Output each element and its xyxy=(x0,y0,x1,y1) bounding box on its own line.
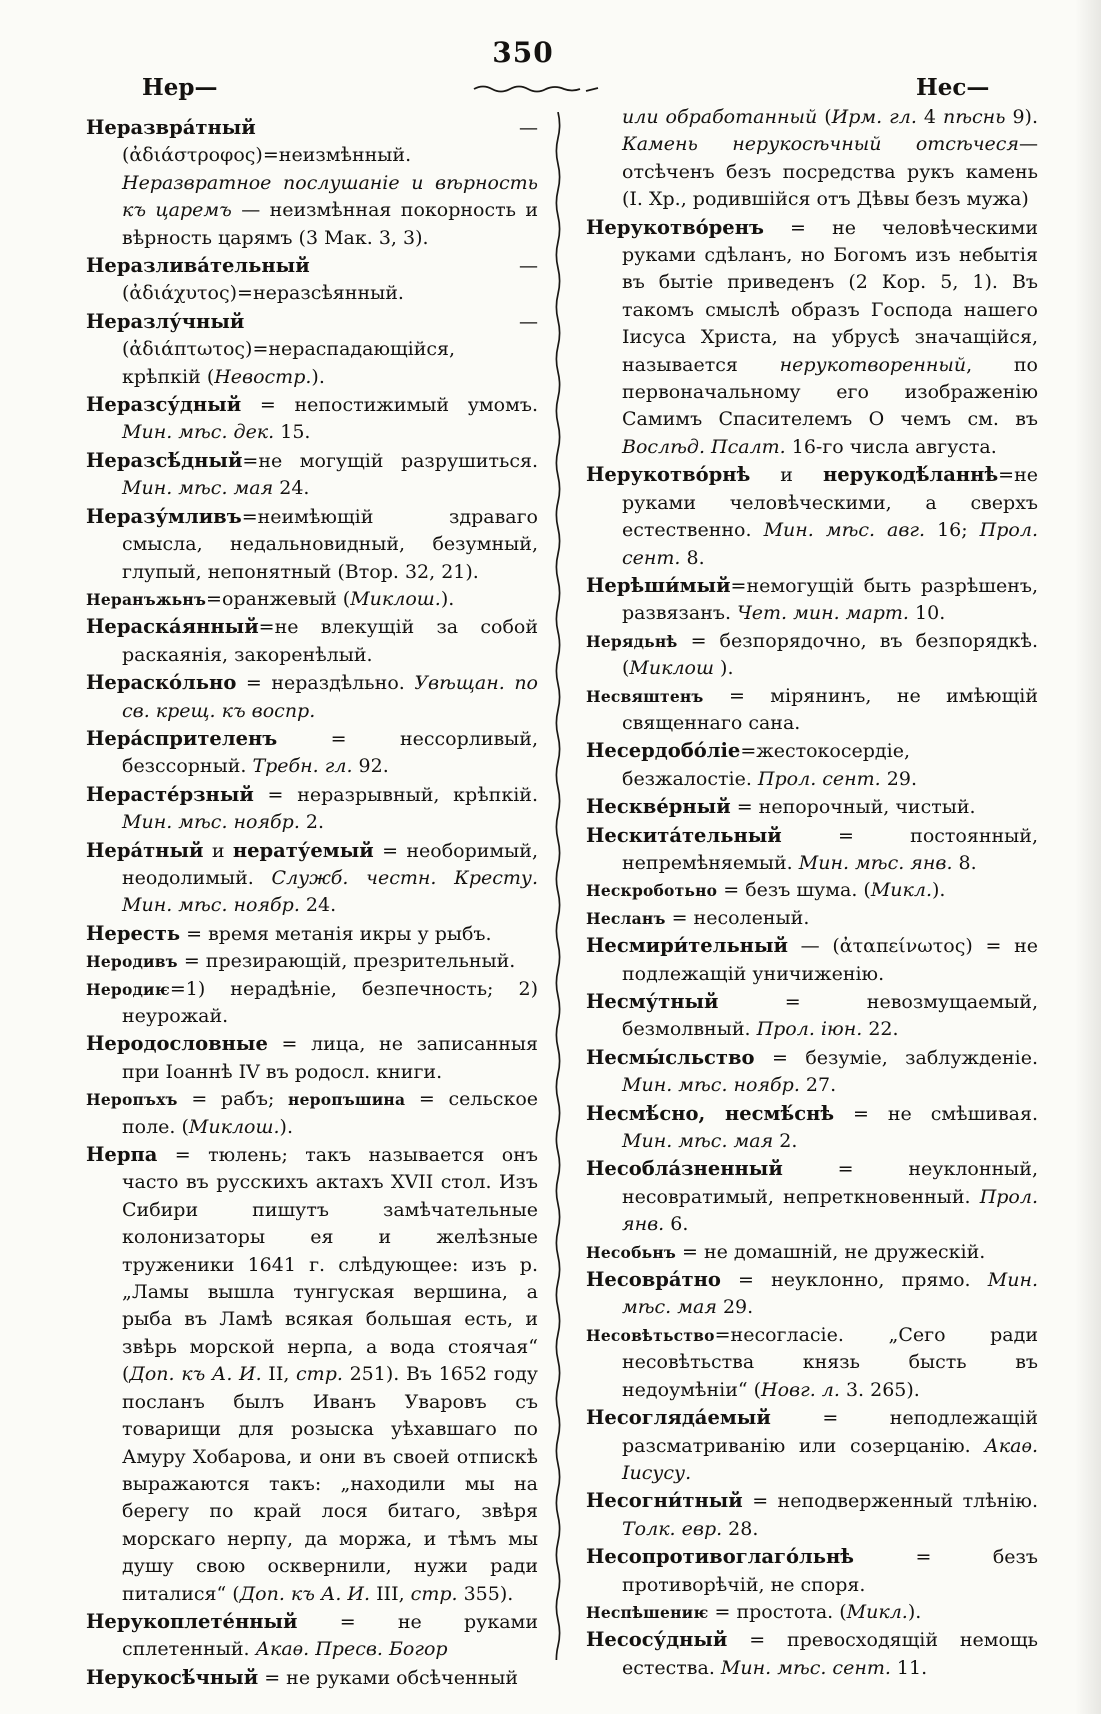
definition-text: 28. xyxy=(722,1517,759,1540)
definition-text: — xyxy=(787,935,833,958)
definition-text: 29. xyxy=(880,767,917,790)
citation: Увѣщан. по св. крещ. къ воспр. xyxy=(122,672,538,722)
definition-text: 16-го числа августа. xyxy=(785,435,997,458)
citation: Прол. сент. xyxy=(757,767,881,790)
dictionary-entry xyxy=(586,1100,1038,1156)
headword: Неродивъ xyxy=(86,952,178,972)
definition-text: = не человѣческими руками сдѣланъ, но Богомъ изъ небытія въ бытіе приведенъ (2 Кор. 5, 1). Въ такомъ смыслѣ образъ Господа нашего Іисуса Христа, на убрусѣ значащійся, называется xyxy=(622,216,1038,376)
dictionary-entry xyxy=(586,822,1038,878)
definition-text: =не влекущій за собой раскаянія, закоренѣлый. xyxy=(122,616,538,666)
definition-text: 6. xyxy=(664,1213,689,1236)
dictionary-entry xyxy=(586,1599,1038,1626)
definition-text: 24. xyxy=(299,894,337,917)
citation: Новг. л. xyxy=(761,1378,840,1401)
dictionary-entry xyxy=(586,932,1038,988)
page-number-underline xyxy=(472,80,612,96)
definition-text: ). xyxy=(714,657,734,680)
headword: Несосу́дный xyxy=(586,1628,728,1652)
headword: Неразсѣ́дный xyxy=(86,448,243,472)
headword: Несвяштенъ xyxy=(586,686,704,706)
citation: Неразвратное послушаніе и вѣрность къ царемъ xyxy=(122,171,538,222)
headword: Нераско́льно xyxy=(86,671,237,695)
headword: Несопротивоглаго́льнѣ xyxy=(586,1545,854,1569)
definition-text: 9). xyxy=(1005,106,1039,128)
headword: Нерукотво́ренъ xyxy=(586,215,764,239)
definition-text: = не смѣшивая. xyxy=(834,1102,1038,1125)
citation: Прол. іюн. xyxy=(756,1018,863,1041)
definition-text: = безуміе, заблужденіе. xyxy=(754,1046,1038,1069)
headword: Нерпа xyxy=(86,1143,158,1167)
running-head-left: Нер— xyxy=(142,74,218,101)
citation: Мин. мѣс. янв. xyxy=(798,851,953,874)
citation: Чет. мин. март. xyxy=(737,602,909,625)
greek-gloss: (ἀδιάστροφος) xyxy=(122,144,263,167)
citation: Микл. xyxy=(870,879,933,902)
headword: Нескве́рный xyxy=(586,795,731,819)
definition-text: 2. xyxy=(773,1130,798,1153)
dictionary-entry xyxy=(86,1086,538,1141)
dictionary-entry xyxy=(86,1608,538,1664)
definition-text: =жестокосердіе, безжалостіе. xyxy=(622,740,910,790)
definition-text: = несоленый. xyxy=(665,906,810,929)
definition-text: = нераздѣльно. xyxy=(236,672,415,695)
headword: Нерядьнѣ xyxy=(586,631,678,651)
headword: Нерукосѣ́чный xyxy=(86,1665,259,1689)
left-column xyxy=(86,114,538,1692)
dictionary-entry xyxy=(86,920,538,948)
definition-text: 16; xyxy=(925,519,980,542)
definition-text: ). xyxy=(311,365,325,388)
definition-text: 29. xyxy=(716,1296,754,1319)
definition-text: 251). Въ 1652 году посланъ былъ Иванъ Уваровъ съ товарищи для розыска уѣхавшаго по Амуру Хобарова, и они въ своей отпискѣ выражаются такъ: „находили мы на берегу по край лося битаго, звѣря морскаго нерпу, да моржа, и тѣмъ мы душу свою осквернили, нужи ради питалися“ ( xyxy=(122,1363,538,1605)
definition-text: = неразрывный, крѣпкій. xyxy=(253,783,538,806)
dictionary-entry xyxy=(86,948,538,975)
definition-text: 2. xyxy=(299,811,325,834)
definition-text: = тюлень; такъ называется онъ часто въ русскихъ актахъ XVII стол. Изъ Сибири пишутъ замѣчательные колонизаторы ея и желѣзные труженики 1641 г. слѣдующее: изъ р. „Ламы вышла тунгуская вершина, а рыба въ Ламѣ всякая большая есть, и звѣрь морской нерпа, а вода стоячая“ ( xyxy=(122,1144,538,1386)
column-divider xyxy=(550,112,572,1660)
headword: Несобла́зненный xyxy=(586,1157,783,1181)
definition-text: 8. xyxy=(680,546,705,569)
dictionary-entry xyxy=(86,669,538,725)
definition-text: = не руками сплетенный. xyxy=(122,1610,538,1661)
definition-text: =не руками человѣческими, а сверхъ естественно. xyxy=(622,464,1038,542)
citation: Ирм. гл. xyxy=(831,106,917,128)
definition-text: — xyxy=(255,117,538,139)
dictionary-entry xyxy=(86,1030,538,1086)
citation: Акаѳ. Пресв. Богор xyxy=(255,1638,448,1661)
citation: Мин. мѣс. ноябр. xyxy=(122,811,300,834)
greek-gloss: (ἀδιάπτωτος) xyxy=(122,338,253,361)
headword: Несмы́сльство xyxy=(586,1045,755,1069)
definition-text: , по первоначальному его изображенію Самимъ Спасителемъ О чемъ см. въ xyxy=(622,353,1038,431)
definition-text: 27. xyxy=(799,1074,837,1097)
headword: Неродословные xyxy=(86,1032,268,1056)
dictionary-entry xyxy=(586,1266,1038,1322)
definition-text: = неуклонно, прямо. xyxy=(720,1269,988,1292)
definition-text: — xyxy=(309,255,538,278)
definition-text: = невозмущаемый, безмолвный. xyxy=(622,991,1038,1041)
dictionary-entry xyxy=(586,572,1038,628)
headword: Неспѣшениѥ xyxy=(586,1602,709,1622)
headword: нерату́емый xyxy=(232,838,374,862)
dictionary-entry xyxy=(586,988,1038,1044)
citation: Мин. мѣс. мая xyxy=(622,1130,774,1153)
definition-text: ). xyxy=(279,1115,293,1138)
definition-text: 3. 265). xyxy=(839,1378,920,1401)
citation: Мин. мѣс. мая xyxy=(122,477,274,500)
citation: Служб. честн. Кресту. Мин. мѣс. ноябр. xyxy=(122,866,538,917)
citation: Микл. xyxy=(846,1600,908,1623)
headword: Несму́тный xyxy=(586,990,719,1013)
definition-text: = непорочный, чистый. xyxy=(730,796,976,819)
definition-text: = презирающій, презрительный. xyxy=(177,950,516,973)
citation: Доп. къ А. И. xyxy=(129,1363,262,1386)
headword: Неродиѥ xyxy=(86,979,170,999)
definition-text: = простота. ( xyxy=(708,1600,847,1623)
dictionary-entry xyxy=(586,1044,1038,1100)
dictionary-entry xyxy=(586,737,1038,793)
greek-gloss: (ἀδιάχυτος) xyxy=(122,282,238,305)
citation: Акаѳ. Іисусу. xyxy=(622,1434,1038,1484)
page-number: 350 xyxy=(492,36,554,69)
dictionary-entry xyxy=(86,114,538,252)
definition-text: = нессорливый, безссорный. xyxy=(122,727,538,778)
citation: Невостр. xyxy=(214,365,312,388)
headword: неропъшина xyxy=(288,1090,406,1110)
citation: Миклош. xyxy=(188,1115,280,1138)
citation: Прол. янв. xyxy=(622,1185,1038,1236)
citation: Мин. мѣс. дек. xyxy=(122,421,275,444)
definition-text: 24. xyxy=(273,477,310,500)
definition-text: = безъ противорѣчій, не споря. xyxy=(622,1546,1038,1596)
dictionary-entry xyxy=(86,837,538,920)
definition-text: = превосходящій немощь естества. xyxy=(622,1629,1038,1679)
headword: Нересть xyxy=(86,921,181,945)
dictionary-entry xyxy=(86,976,538,1031)
dictionary-entry xyxy=(86,586,538,613)
definition-text: =оранжевый ( xyxy=(206,587,351,610)
headword: Неразвра́тный xyxy=(86,116,256,139)
definition-text: = неподлежащій разсматриванію или созерцанію. xyxy=(622,1407,1038,1457)
definition-text: III, xyxy=(370,1582,411,1605)
definition-text: = рабъ; xyxy=(177,1088,289,1111)
citation: Мин. мѣс. авг. xyxy=(763,519,926,542)
dictionary-entry xyxy=(586,1322,1038,1404)
dictionary-entry xyxy=(86,725,538,781)
headword: Несланъ xyxy=(586,908,666,928)
definition-text: и xyxy=(750,464,823,487)
dictionary-entry xyxy=(86,1141,538,1608)
definition-text: =не могущій разрушиться. xyxy=(242,449,538,472)
definition-text: 11. xyxy=(890,1656,928,1679)
dictionary-entry xyxy=(86,391,538,447)
definition-text: и xyxy=(203,839,233,862)
headword: Нера́спрителенъ xyxy=(86,726,278,750)
definition-text: 92. xyxy=(352,755,389,778)
headword: Несердобо́ліе xyxy=(586,739,741,763)
definition-text: ). xyxy=(932,879,946,902)
definition-text: — xyxy=(244,310,538,333)
definition-text: — неизмѣнная покорность и вѣрность царямъ (3 Мак. 3, 3). xyxy=(122,199,538,249)
definition-text: =нераспадающійся, крѣпкій ( xyxy=(122,338,456,388)
headword: Несобьнъ xyxy=(586,1242,676,1262)
citation: Мин. мѣс. мая xyxy=(622,1269,1038,1319)
dictionary-entry xyxy=(586,793,1038,821)
definition-text: = время метанія икры у рыбъ. xyxy=(180,922,492,945)
definition-text: 8. xyxy=(952,851,977,874)
dictionary-entry xyxy=(86,781,538,837)
definition-text: = мірянинъ, не имѣющій священнаго сана. xyxy=(622,684,1038,734)
dictionary-entry xyxy=(586,905,1038,932)
definition-text: ). xyxy=(440,587,455,610)
dictionary-entry xyxy=(86,447,538,503)
dictionary-entry xyxy=(586,628,1038,683)
definition-text: ). xyxy=(907,1600,922,1623)
definition-text: = неуклонный, несовратимый, непреткновенный. xyxy=(622,1158,1038,1208)
definition-text: = безпорядочно, въ безпорядкѣ. ( xyxy=(622,629,1038,680)
headword: Несогни́тный xyxy=(586,1489,743,1513)
citation: стр. xyxy=(410,1582,458,1605)
headword: Нера́тный xyxy=(86,838,204,862)
dictionary-entry xyxy=(586,877,1038,904)
definition-text: = не домашній, не дружескій. xyxy=(675,1240,986,1263)
definition-text: II, xyxy=(261,1363,297,1386)
dictionary-entry xyxy=(586,1487,1038,1543)
citation: Толк. евр. xyxy=(622,1517,723,1540)
definition-text: —отсѣченъ безъ посредства рукъ камень (І. Хр., родившійся отъ Дѣвы безъ мужа) xyxy=(622,133,1038,211)
definition-text: = не руками обсѣченный xyxy=(258,1666,519,1689)
headword: Нерасте́рзный xyxy=(86,782,254,806)
definition-text: =неразсѣянный. xyxy=(237,282,404,305)
citation: Вослѣд. Псалт. xyxy=(622,435,786,458)
dictionary-entry xyxy=(586,461,1038,572)
dictionary-entry xyxy=(586,1404,1038,1487)
headword: нерукодѣ́ланнѣ xyxy=(822,463,999,487)
definition-text: =неизмѣнный. xyxy=(262,144,412,167)
headword: Нескита́тельный xyxy=(586,823,782,847)
headword: Несмири́тельный xyxy=(586,934,788,958)
headword: Несовра́тно xyxy=(586,1268,721,1292)
dictionary-entry xyxy=(86,503,538,586)
definition-text: =немогущій быть разрѣшенъ, развязанъ. xyxy=(622,574,1038,625)
definition-text: 4 xyxy=(916,106,943,128)
headword: Несовѣтьство xyxy=(586,1325,715,1345)
dictionary-entry xyxy=(586,214,1038,462)
definition-text: 15. xyxy=(274,421,311,444)
headword: Нескроботьно xyxy=(586,881,718,901)
definition-text: ( xyxy=(817,106,832,128)
definition-text: = постоянный, непремѣняемый. xyxy=(622,824,1038,874)
citation: Мин. мѣс. сент. xyxy=(720,1656,891,1679)
headword: Нерѣши́мый xyxy=(586,573,731,597)
dictionary-entry xyxy=(86,308,538,391)
definition-text: =несогласіе. „Сего ради несовѣтьства князь бысть въ недоумѣніи“ ( xyxy=(622,1323,1038,1401)
definition-text: = лица, не записанныя при Іоаннѣ IV въ родосл. книги. xyxy=(122,1033,538,1083)
citation: пѣснь xyxy=(942,106,1006,128)
citation: Камень нерукосѣчный отсѣчеся xyxy=(622,133,1019,156)
headword: Несогляда́емый xyxy=(586,1406,771,1430)
citation: стр. xyxy=(296,1363,343,1386)
citation: нерукотворенный xyxy=(779,353,967,376)
headword: Нерукоплете́нный xyxy=(86,1609,298,1633)
dictionary-entry xyxy=(586,1543,1038,1599)
definition-text: 22. xyxy=(862,1018,899,1041)
definition-text: = не подлежащій уничиженію. xyxy=(622,935,1038,985)
headword: Неразлу́чный xyxy=(86,309,245,333)
headword: Нерукотво́рнѣ xyxy=(586,463,751,487)
definition-text: = сельское поле. ( xyxy=(122,1088,538,1138)
dictionary-entry xyxy=(586,1239,1038,1266)
definition-text: = непостижимый умомъ. xyxy=(241,394,538,417)
dictionary-entry xyxy=(586,104,1038,214)
headword: Нераска́янный xyxy=(86,615,259,639)
citation: Миклош. xyxy=(350,587,441,610)
citation: Доп. къ А. И. xyxy=(239,1582,371,1605)
definition-text: = необоримый, неодолимый. xyxy=(122,839,538,889)
dictionary-entry xyxy=(586,1155,1038,1238)
headword: Неропъхъ xyxy=(86,1090,178,1110)
citation: Прол. сент. xyxy=(622,519,1038,569)
definition-text: 10. xyxy=(908,602,946,625)
citation: или обработанный xyxy=(622,106,818,128)
dictionary-entry xyxy=(586,1626,1038,1682)
headword: Несмѣ́сно, несмѣ́снѣ xyxy=(586,1101,835,1125)
greek-gloss: (ἀταπείνωτος) xyxy=(832,935,973,958)
definition-text: = безъ шума. ( xyxy=(717,879,871,902)
definition-text: =1) нерадѣніе, безпечность; 2) неурожай. xyxy=(122,977,538,1027)
headword: Неразсу́дный xyxy=(86,393,242,417)
right-column xyxy=(586,104,1038,1682)
dictionary-entry xyxy=(86,252,538,308)
dictionary-entry xyxy=(86,613,538,669)
running-head-right: Нес— xyxy=(916,74,990,101)
headword: Неразу́мливъ xyxy=(86,504,242,528)
definition-text: 355). xyxy=(457,1582,514,1605)
definition-text: = неподверженный тлѣнію. xyxy=(742,1490,1038,1513)
dictionary-entry xyxy=(86,1664,538,1692)
dictionary-entry xyxy=(586,683,1038,738)
citation: Миклош xyxy=(629,657,714,680)
headword: Неразлива́тельный xyxy=(86,254,310,278)
citation: Мин. мѣс. ноябр. xyxy=(622,1074,800,1097)
definition-text: =неимѣющій здраваго смысла, недальновидный, безумный, глупый, непонятный (Втор. 32, 21). xyxy=(122,505,538,583)
citation: Требн. гл. xyxy=(252,755,353,778)
headword: Неранъжьнъ xyxy=(86,589,207,609)
